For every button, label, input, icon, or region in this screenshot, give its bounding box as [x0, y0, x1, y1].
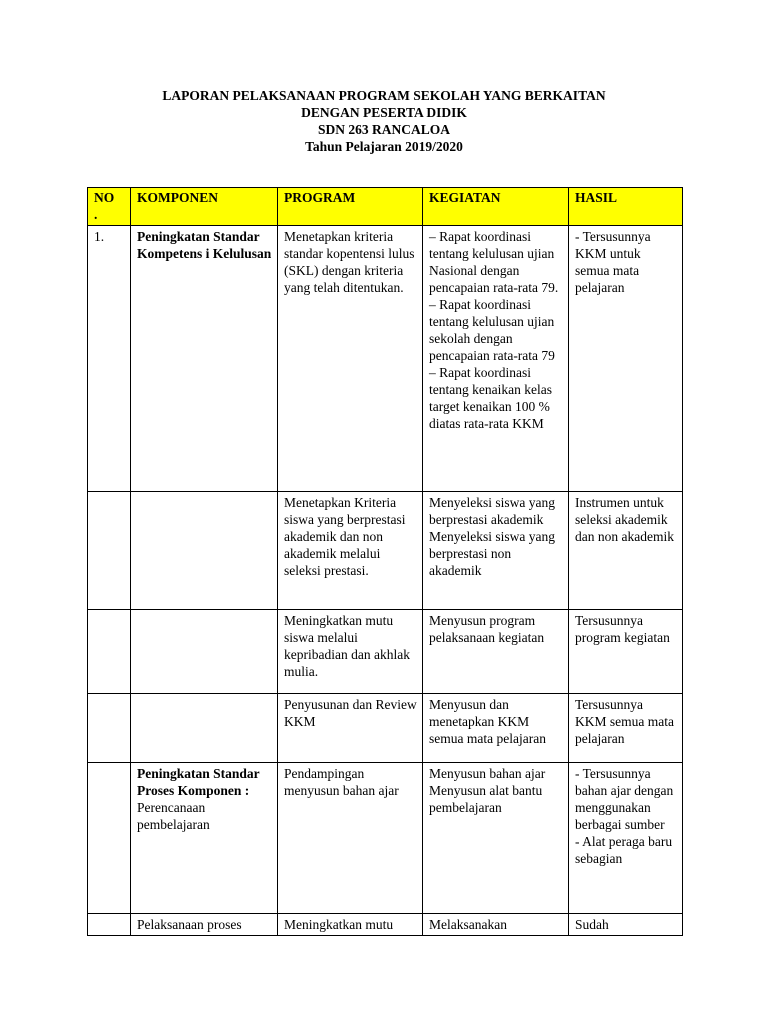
row-hasil: - Tersusunnya bahan ajar dengan menggunakan berbagai sumber - Alat peraga baru sebagian	[569, 763, 683, 914]
row-no: 1.	[88, 226, 131, 492]
row-hasil: - Tersusunnya KKM untuk semua mata pelajaran	[569, 226, 683, 492]
komponen-text: Perencanaan pembelajaran	[137, 800, 210, 832]
row-komponen	[131, 610, 278, 694]
header-kegiatan: KEGIATAN	[423, 188, 569, 226]
komponen-bold: Peningkatan Standar Proses Komponen :	[137, 766, 260, 798]
row-no	[88, 610, 131, 694]
row-komponen	[131, 914, 278, 936]
table-row	[88, 610, 683, 694]
row-program: Meningkatkan mutu	[278, 914, 423, 936]
row-hasil: Tersusunnya program kegiatan	[569, 610, 683, 694]
row-kegiatan: Menyusun bahan ajar Menyusun alat bantu pembelajaran	[423, 763, 569, 914]
row-program: Pendampingan menyusun bahan ajar	[278, 763, 423, 914]
row-program: Meningkatkan mutu siswa melalui kepribadian dan akhlak mulia.	[278, 610, 423, 694]
header-no-label: NO .	[94, 190, 115, 222]
header-komponen: KOMPONEN	[131, 188, 278, 226]
school-name: SDN 263 RANCALOA	[317, 122, 450, 137]
komponen-text: Pelaksanaan proses	[137, 917, 242, 932]
program-report-table	[87, 187, 683, 936]
row-kegiatan: Melaksanakan	[423, 914, 569, 936]
document-title	[0, 87, 768, 155]
table-row	[88, 492, 683, 610]
row-komponen	[131, 492, 278, 610]
table-row	[88, 914, 683, 936]
row-hasil: Instrumen untuk seleksi akademik dan non akademik	[569, 492, 683, 610]
row-kegiatan: – Rapat koordinasi tentang kelulusan ujian Nasional dengan pencapaian rata-rata 79. – Rapat koordinasi tentang kelulusan ujian sekolah dengan pencapaian rata-rata 79 – Rapat koordinasi tentang kenaikan kelas target kenaikan 100 % diatas rata-rata KKM	[423, 226, 569, 492]
row-hasil: Tersusunnya KKM semua mata pelajaran	[569, 694, 683, 763]
row-komponen	[131, 694, 278, 763]
komponen-bold: Peningkatan Standar Kompetens i Kelulusan	[137, 229, 272, 261]
table-row	[88, 763, 683, 914]
school-year: Tahun Pelajaran 2019/2020	[305, 139, 463, 154]
row-no	[88, 694, 131, 763]
title-line-2: DENGAN PESERTA DIDIK	[301, 105, 467, 120]
table-header-row	[88, 188, 683, 226]
header-program: PROGRAM	[278, 188, 423, 226]
row-komponen	[131, 763, 278, 914]
header-hasil: HASIL	[569, 188, 683, 226]
row-program: Menetapkan Kriteria siswa yang berprestasi akademik dan non akademik melalui seleksi prestasi.	[278, 492, 423, 610]
row-program: Penyusunan dan Review KKM	[278, 694, 423, 763]
row-no	[88, 914, 131, 936]
row-no	[88, 763, 131, 914]
row-hasil: Sudah	[569, 914, 683, 936]
row-program: Menetapkan kriteria standar kopentensi lulus (SKL) dengan kriteria yang telah ditentukan.	[278, 226, 423, 492]
row-no	[88, 492, 131, 610]
table-row	[88, 694, 683, 763]
row-kegiatan: Menyusun dan menetapkan KKM semua mata pelajaran	[423, 694, 569, 763]
table-row	[88, 226, 683, 492]
row-kegiatan: Menyeleksi siswa yang berprestasi akademik Menyeleksi siswa yang berprestasi non akademik	[423, 492, 569, 610]
row-komponen	[131, 226, 278, 492]
title-line-1: LAPORAN PELAKSANAAN PROGRAM SEKOLAH YANG BERKAITAN	[162, 88, 606, 103]
row-kegiatan: Menyusun program pelaksanaan kegiatan	[423, 610, 569, 694]
header-no	[88, 188, 131, 226]
